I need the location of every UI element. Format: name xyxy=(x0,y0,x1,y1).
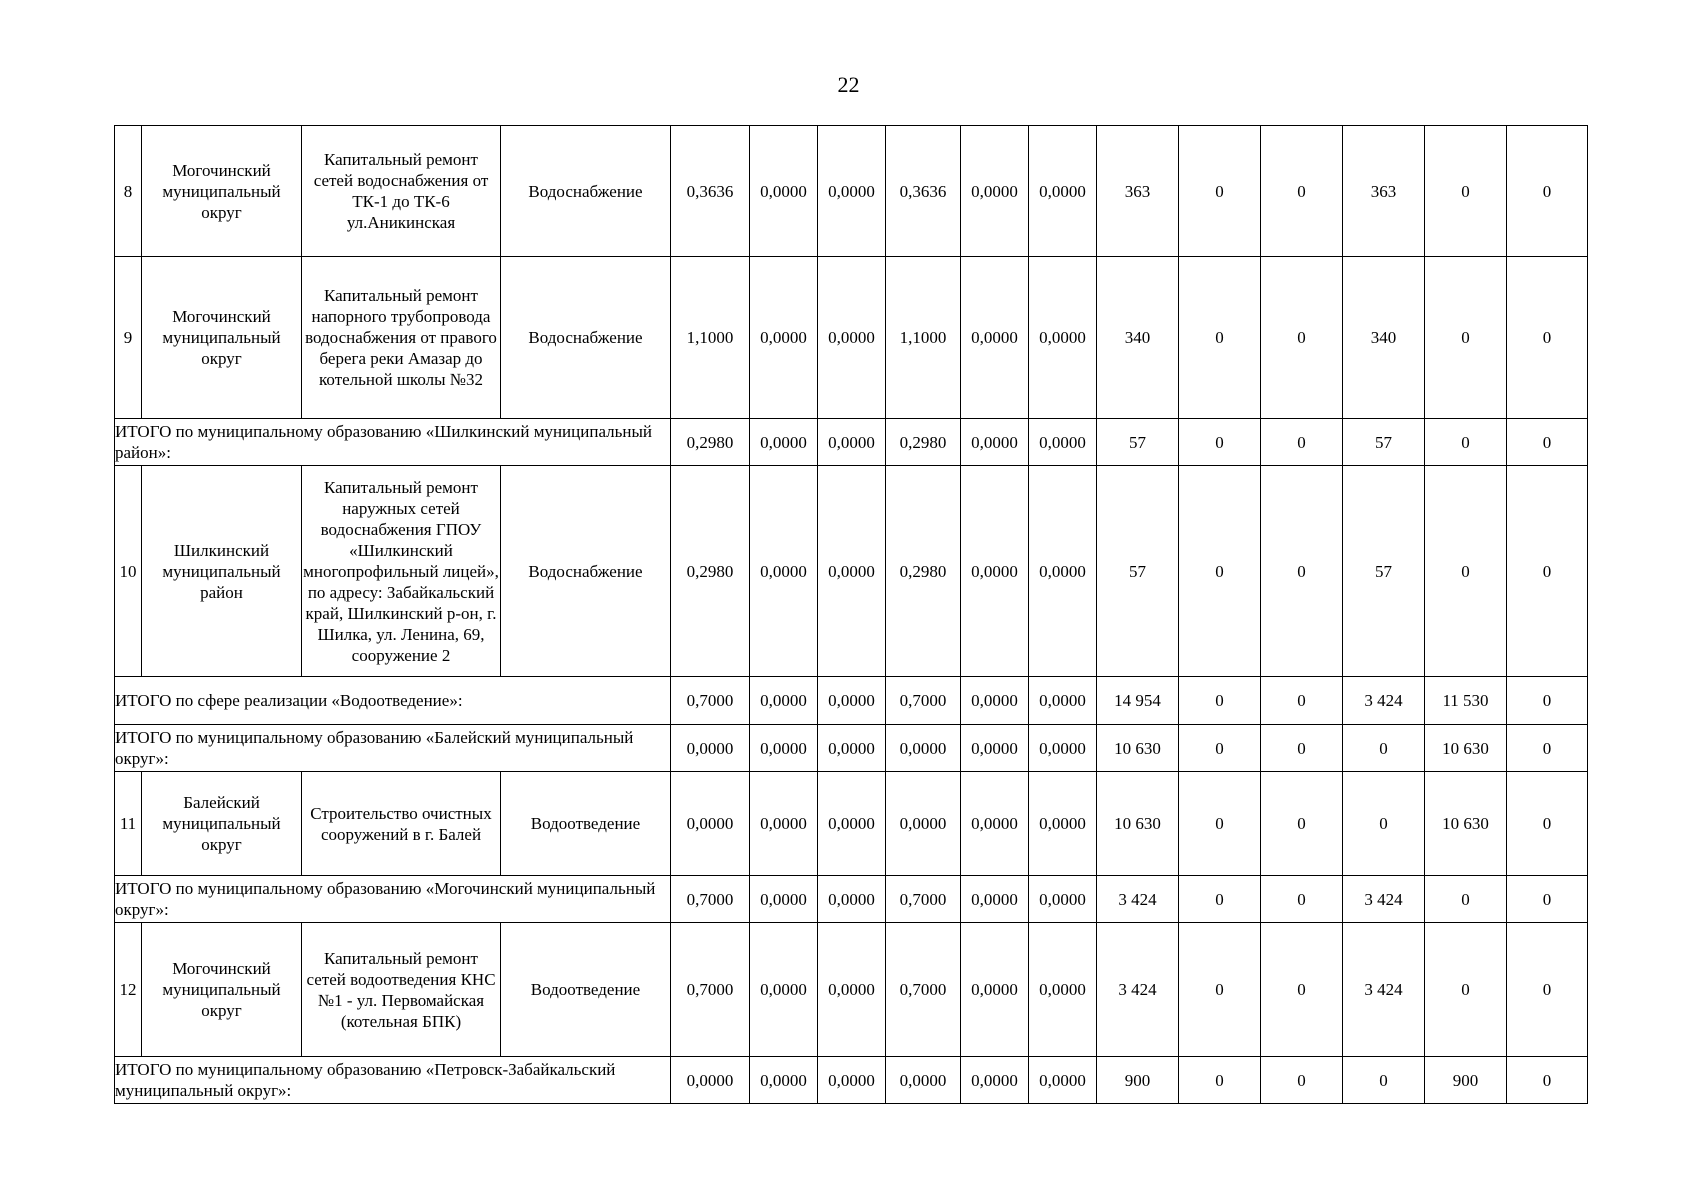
municipality-cell: Могочинский муниципальный округ xyxy=(142,923,302,1057)
value-cell: 57 xyxy=(1343,419,1425,466)
value-cell: 3 424 xyxy=(1097,876,1179,923)
value-cell: 0,0000 xyxy=(818,257,886,419)
value-cell: 0,7000 xyxy=(886,923,961,1057)
value-cell: 0,0000 xyxy=(1029,876,1097,923)
value-cell: 3 424 xyxy=(1343,876,1425,923)
total-label: ИТОГО по муниципальному образованию «Могочинский муниципальный округ»: xyxy=(115,876,671,923)
value-cell: 0,0000 xyxy=(750,126,818,257)
value-cell: 0,0000 xyxy=(1029,126,1097,257)
total-row xyxy=(115,725,1588,772)
value-cell: 0 xyxy=(1507,466,1588,677)
value-cell: 0,0000 xyxy=(818,725,886,772)
value-cell: 0,0000 xyxy=(886,772,961,876)
value-cell: 0 xyxy=(1261,772,1343,876)
sphere-cell: Водоснабжение xyxy=(501,257,671,419)
value-cell: 0,7000 xyxy=(671,677,750,725)
value-cell: 0 xyxy=(1261,876,1343,923)
value-cell: 0,0000 xyxy=(818,126,886,257)
value-cell: 0,0000 xyxy=(750,419,818,466)
description-cell: Капитальный ремонт напорного трубопровода водоснабжения от правого берега реки Амазар до котельной школы №32 xyxy=(302,257,501,419)
value-cell: 0 xyxy=(1261,257,1343,419)
value-cell: 0 xyxy=(1343,772,1425,876)
value-cell: 3 424 xyxy=(1097,923,1179,1057)
value-cell: 0,0000 xyxy=(1029,1057,1097,1104)
value-cell: 0,0000 xyxy=(1029,923,1097,1057)
total-label: ИТОГО по муниципальному образованию «Шилкинский муниципальный район»: xyxy=(115,419,671,466)
total-row xyxy=(115,876,1588,923)
value-cell: 0,0000 xyxy=(818,876,886,923)
total-label: ИТОГО по муниципальному образованию «Петровск-Забайкальский муниципальный округ»: xyxy=(115,1057,671,1104)
value-cell: 0 xyxy=(1179,466,1261,677)
description-cell: Капитальный ремонт наружных сетей водоснабжения ГПОУ «Шилкинский многопрофильный лицей», по адресу: Забайкальский край, Шилкинский р-он, г. Шилка, ул. Ленина, 69, сооружение 2 xyxy=(302,466,501,677)
value-cell: 0 xyxy=(1261,725,1343,772)
total-row xyxy=(115,677,1588,725)
value-cell: 0,0000 xyxy=(961,772,1029,876)
value-cell: 0,0000 xyxy=(961,466,1029,677)
value-cell: 0 xyxy=(1261,419,1343,466)
value-cell: 0 xyxy=(1179,126,1261,257)
value-cell: 1,1000 xyxy=(671,257,750,419)
value-cell: 0 xyxy=(1343,725,1425,772)
value-cell: 11 530 xyxy=(1425,677,1507,725)
value-cell: 0 xyxy=(1507,876,1588,923)
table-row xyxy=(115,772,1588,876)
value-cell: 0,0000 xyxy=(961,677,1029,725)
value-cell: 0,0000 xyxy=(1029,466,1097,677)
sphere-cell: Водоснабжение xyxy=(501,126,671,257)
value-cell: 0,0000 xyxy=(1029,725,1097,772)
value-cell: 0 xyxy=(1179,419,1261,466)
projects-table xyxy=(114,125,1588,1104)
value-cell: 0 xyxy=(1507,126,1588,257)
value-cell: 0,0000 xyxy=(886,1057,961,1104)
value-cell: 0,0000 xyxy=(818,677,886,725)
value-cell: 0 xyxy=(1507,923,1588,1057)
value-cell: 0,3636 xyxy=(671,126,750,257)
table-row xyxy=(115,466,1588,677)
value-cell: 900 xyxy=(1425,1057,1507,1104)
value-cell: 0 xyxy=(1179,876,1261,923)
description-cell: Капитальный ремонт сетей водоотведения КНС №1 - ул. Первомайская (котельная БПК) xyxy=(302,923,501,1057)
value-cell: 0 xyxy=(1507,772,1588,876)
value-cell: 0 xyxy=(1425,923,1507,1057)
value-cell: 14 954 xyxy=(1097,677,1179,725)
table-body xyxy=(115,126,1588,1104)
value-cell: 0,0000 xyxy=(750,466,818,677)
value-cell: 0,7000 xyxy=(671,876,750,923)
value-cell: 1,1000 xyxy=(886,257,961,419)
municipality-cell: Могочинский муниципальный округ xyxy=(142,126,302,257)
value-cell: 0,7000 xyxy=(886,876,961,923)
value-cell: 0 xyxy=(1179,923,1261,1057)
value-cell: 0 xyxy=(1179,677,1261,725)
value-cell: 0,0000 xyxy=(1029,772,1097,876)
value-cell: 0,0000 xyxy=(750,923,818,1057)
municipality-cell: Балейский муниципальный округ xyxy=(142,772,302,876)
value-cell: 0,0000 xyxy=(671,725,750,772)
description-cell: Капитальный ремонт сетей водоснабжения от ТК-1 до ТК-6 ул.Аникинская xyxy=(302,126,501,257)
row-number: 10 xyxy=(115,466,142,677)
row-number: 9 xyxy=(115,257,142,419)
value-cell: 0 xyxy=(1425,126,1507,257)
value-cell: 0,0000 xyxy=(750,257,818,419)
value-cell: 0 xyxy=(1261,677,1343,725)
value-cell: 0,0000 xyxy=(818,466,886,677)
value-cell: 0 xyxy=(1261,466,1343,677)
value-cell: 0 xyxy=(1343,1057,1425,1104)
sphere-cell: Водоотведение xyxy=(501,923,671,1057)
municipality-cell: Могочинский муниципальный округ xyxy=(142,257,302,419)
table-row xyxy=(115,126,1588,257)
value-cell: 0,0000 xyxy=(961,876,1029,923)
value-cell: 0,0000 xyxy=(961,725,1029,772)
value-cell: 0 xyxy=(1425,466,1507,677)
value-cell: 10 630 xyxy=(1425,772,1507,876)
value-cell: 900 xyxy=(1097,1057,1179,1104)
value-cell: 0 xyxy=(1425,419,1507,466)
value-cell: 363 xyxy=(1343,126,1425,257)
value-cell: 0,3636 xyxy=(886,126,961,257)
value-cell: 0 xyxy=(1507,419,1588,466)
value-cell: 0,0000 xyxy=(961,923,1029,1057)
sphere-cell: Водоотведение xyxy=(501,772,671,876)
value-cell: 10 630 xyxy=(1425,725,1507,772)
total-row xyxy=(115,419,1588,466)
total-label: ИТОГО по муниципальному образованию «Балейский муниципальный округ»: xyxy=(115,725,671,772)
value-cell: 0 xyxy=(1179,257,1261,419)
value-cell: 0,0000 xyxy=(750,725,818,772)
value-cell: 3 424 xyxy=(1343,677,1425,725)
description-cell: Строительство очистных сооружений в г. Балей xyxy=(302,772,501,876)
total-row xyxy=(115,1057,1588,1104)
value-cell: 10 630 xyxy=(1097,725,1179,772)
table-row xyxy=(115,257,1588,419)
value-cell: 0,0000 xyxy=(1029,257,1097,419)
value-cell: 0,2980 xyxy=(886,419,961,466)
value-cell: 363 xyxy=(1097,126,1179,257)
value-cell: 0,7000 xyxy=(886,677,961,725)
value-cell: 0 xyxy=(1261,923,1343,1057)
value-cell: 0 xyxy=(1261,1057,1343,1104)
value-cell: 0,2980 xyxy=(671,466,750,677)
value-cell: 57 xyxy=(1097,466,1179,677)
value-cell: 0,2980 xyxy=(671,419,750,466)
value-cell: 340 xyxy=(1097,257,1179,419)
row-number: 12 xyxy=(115,923,142,1057)
value-cell: 0 xyxy=(1425,257,1507,419)
value-cell: 0,0000 xyxy=(818,923,886,1057)
value-cell: 0 xyxy=(1179,1057,1261,1104)
value-cell: 0,0000 xyxy=(671,1057,750,1104)
value-cell: 0,0000 xyxy=(750,772,818,876)
page-number: 22 xyxy=(837,72,860,97)
value-cell: 0,2980 xyxy=(886,466,961,677)
sphere-cell: Водоснабжение xyxy=(501,466,671,677)
value-cell: 0,0000 xyxy=(961,419,1029,466)
value-cell: 0 xyxy=(1261,126,1343,257)
value-cell: 0,0000 xyxy=(671,772,750,876)
value-cell: 0,7000 xyxy=(671,923,750,1057)
municipality-cell: Шилкинский муниципальный район xyxy=(142,466,302,677)
table-row xyxy=(115,923,1588,1057)
value-cell: 57 xyxy=(1343,466,1425,677)
row-number: 11 xyxy=(115,772,142,876)
value-cell: 0,0000 xyxy=(818,419,886,466)
value-cell: 10 630 xyxy=(1097,772,1179,876)
value-cell: 0,0000 xyxy=(750,876,818,923)
row-number: 8 xyxy=(115,126,142,257)
value-cell: 57 xyxy=(1097,419,1179,466)
value-cell: 340 xyxy=(1343,257,1425,419)
value-cell: 0 xyxy=(1425,876,1507,923)
value-cell: 0 xyxy=(1507,725,1588,772)
value-cell: 0,0000 xyxy=(961,1057,1029,1104)
value-cell: 0,0000 xyxy=(1029,677,1097,725)
value-cell: 0 xyxy=(1507,677,1588,725)
value-cell: 0,0000 xyxy=(961,126,1029,257)
value-cell: 0,0000 xyxy=(818,772,886,876)
value-cell: 0,0000 xyxy=(818,1057,886,1104)
value-cell: 0 xyxy=(1179,725,1261,772)
value-cell: 0,0000 xyxy=(886,725,961,772)
value-cell: 0 xyxy=(1507,1057,1588,1104)
value-cell: 0,0000 xyxy=(1029,419,1097,466)
total-label: ИТОГО по сфере реализации «Водоотведение»: xyxy=(115,677,671,725)
value-cell: 0 xyxy=(1507,257,1588,419)
value-cell: 3 424 xyxy=(1343,923,1425,1057)
value-cell: 0 xyxy=(1179,772,1261,876)
value-cell: 0,0000 xyxy=(750,677,818,725)
value-cell: 0,0000 xyxy=(961,257,1029,419)
value-cell: 0,0000 xyxy=(750,1057,818,1104)
